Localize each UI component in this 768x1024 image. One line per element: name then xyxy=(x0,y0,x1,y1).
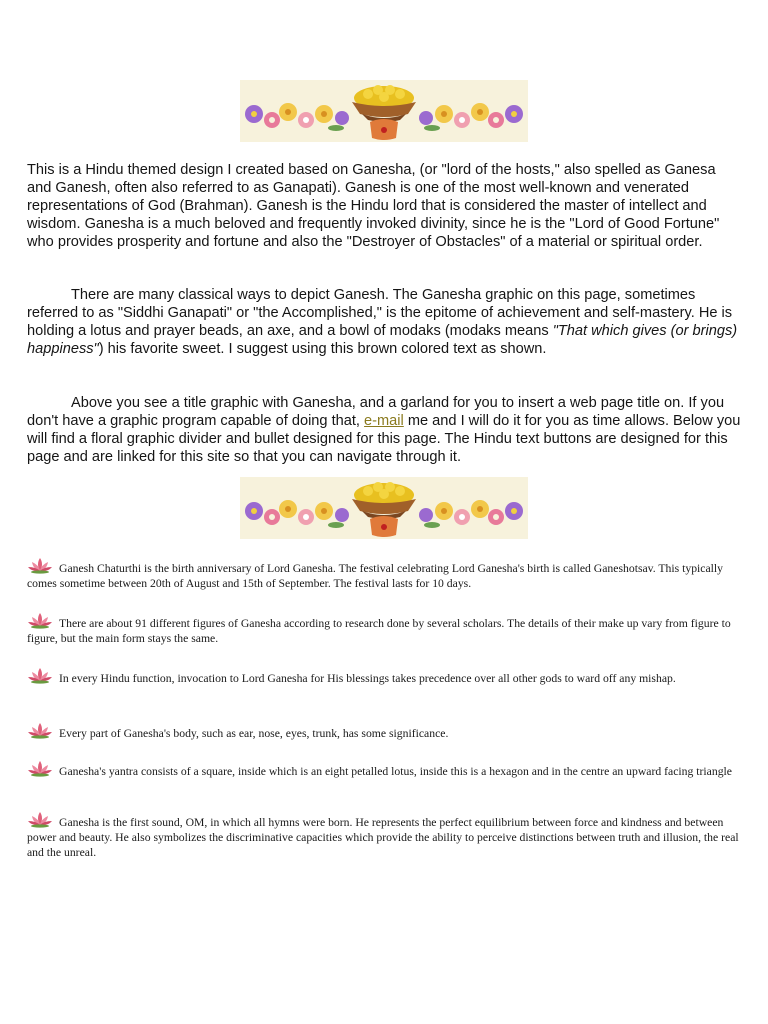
email-link[interactable]: e-mail xyxy=(364,413,404,429)
lotus-bullet-icon xyxy=(27,611,53,629)
garland-icon xyxy=(240,80,528,142)
list-item xyxy=(27,556,743,591)
lotus-bullet-icon xyxy=(27,721,53,739)
garland-icon xyxy=(240,477,528,539)
intro-paragraph-2-emphasis: "That which gives (or brings) happiness" xyxy=(27,323,738,357)
ganesha-garland-banner-top xyxy=(240,80,528,142)
intro-paragraph-3-text-a: Above you see a title graphic with Ganesha, and a garland for you to insert a web page title on. If you don't have a graphic program capable of doing that, xyxy=(27,395,725,429)
list-item-text: Ganesh Chaturthi is the birth anniversary of Lord Ganesha. The festival celebrating Lord Ganesha's birth is called Ganeshotsav. This typically comes sometime between 20th of August and 15th of September. The festival lasts for 10 days. xyxy=(27,562,723,590)
list-item xyxy=(27,721,743,741)
lotus-bullet-icon xyxy=(27,759,53,777)
list-item xyxy=(27,611,743,646)
lotus-bullet-icon xyxy=(27,810,53,828)
intro-paragraph-2-text-a: There are many classical ways to depict Ganesh. The Ganesha graphic on this page, sometimes referred to as "Siddhi Ganapati" or "the Accomplished," is the epitome of achievement and self-mastery. He is holding a lotus and prayer beads, an axe, and a bowl of modaks (modaks means xyxy=(27,287,733,339)
intro-paragraph-1-text: This is a Hindu themed design I created based on Ganesha, (or "lord of the hosts," also spelled as Ganesa and Ganesh, often also referred to as Ganapati). Ganesh is one of the most well-known and venerated representations of God (Brahman). Ganesh is the Hindu lord that is considered the master of intellect and wisdom. Ganesha is a much beloved and frequently invoked divinity, since he is the "Lord of Good Fortune" who provides prosperity and fortune and also the "Destroyer of Obstacles" of a material or spiritual order. xyxy=(27,162,720,250)
list-item-text: Every part of Ganesha's body, such as ear, nose, eyes, trunk, has some significance. xyxy=(59,727,449,740)
intro-paragraph-3 xyxy=(27,394,743,466)
list-item xyxy=(27,666,743,686)
list-item-text: In every Hindu function, invocation to Lord Ganesha for His blessings takes precedence over all other gods to ward off any mishap. xyxy=(59,672,676,685)
intro-paragraph-2 xyxy=(27,286,743,358)
list-item xyxy=(27,759,743,779)
intro-paragraph-1 xyxy=(27,161,743,251)
list-item-text: There are about 91 different figures of Ganesha according to research done by several scholars. The details of their make up vary from figure to figure, but the main form stays the same. xyxy=(27,617,731,645)
list-item xyxy=(27,810,743,860)
intro-paragraph-3-text-b: me and I will do it for you as time allows. Below you will find a floral graphic divider and bullet designed for this page. The Hindu text buttons are designed for this page and are linked for this site so that you can navigate through it. xyxy=(27,413,741,465)
ganesha-garland-divider xyxy=(240,477,528,539)
lotus-bullet-icon xyxy=(27,666,53,684)
intro-paragraph-2-text-b: ) his favorite sweet. I suggest using this brown colored text as shown. xyxy=(98,341,547,357)
lotus-bullet-icon xyxy=(27,556,53,574)
list-item-text: Ganesha's yantra consists of a square, inside which is an eight petalled lotus, inside this is a hexagon and in the centre an upward facing triangle xyxy=(59,765,732,778)
list-item-text: Ganesha is the first sound, OM, in which all hymns were born. He represents the perfect equilibrium between force and kindness and between power and beauty. He also symbolizes the discriminative capacities which provide the ability to perceive distinctions between truth and illusion, the real and the unreal. xyxy=(27,816,739,859)
